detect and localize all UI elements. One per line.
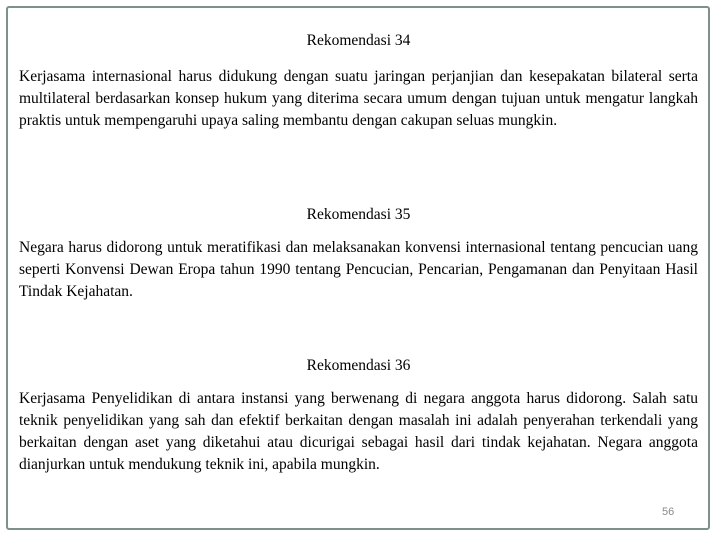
recommendation-body: Kerjasama internasional harus didukung dengan suatu jaringan perjanjian dan kesepakatan bilateral serta multilateral berdasarkan konsep hukum yang diterima secara umum dengan tujuan untuk mengatur langkah praktis untuk mempengaruhi upaya saling membantu dengan cakupan seluas mungkin. [19,68,698,129]
recommendation-34 [19,30,698,132]
recommendation-title: Rekomendasi 36 [306,357,411,374]
recommendation-title: Rekomendasi 35 [306,206,411,223]
recommendation-35 [19,204,698,303]
recommendation-body: Negara harus didorong untuk meratifikasi dan melaksanakan konvensi internasional tentang pencucian uang seperti Konvensi Dewan Eropa tahun 1990 tentang Pencucian, Pencarian, Pengamanan dan Penyitaan Hasil Tindak Kejahatan. [19,239,698,300]
page-number: 56 [662,506,675,518]
recommendation-title: Rekomendasi 34 [306,32,411,49]
recommendation-36 [19,355,698,476]
recommendation-body: Kerjasama Penyelidikan di antara instansi yang berwenang di negara anggota harus didorong. Salah satu teknik penyelidikan yang sah dan efektif berkaitan dengan masalah ini adalah penyerahan terkendali yang berkaitan dengan aset yang diketahui atau dicurigai sebagai hasil dari tindak kejahatan. Negara anggota dianjurkan untuk mendukung teknik ini, apabila mungkin. [19,390,698,473]
